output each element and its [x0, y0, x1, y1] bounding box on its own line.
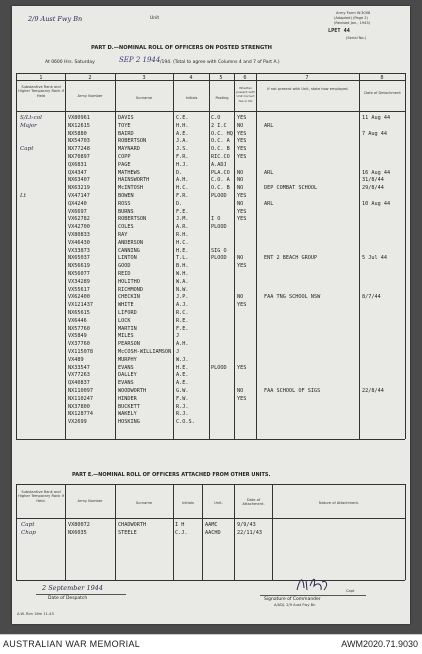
roll-cell-initials: J: [176, 333, 180, 340]
column-number: 4: [189, 75, 193, 81]
roll-cell-posting: PLOOD: [211, 255, 227, 262]
roll-cell-surname: ANDERSON: [118, 239, 143, 246]
roll-cell-present: YES: [237, 208, 247, 215]
col-border: [405, 73, 406, 439]
roll-cell-surname: LINTON: [118, 255, 137, 262]
date-line-prefix: At 0600 Hrs. Saturday: [45, 60, 95, 65]
archive-reference: AWM2020.71.9030: [341, 639, 418, 649]
attached-cell-number: NX6035: [68, 530, 87, 536]
roll-cell-posting: SIG O: [211, 247, 227, 254]
form-id: Army Form W.3008: [336, 11, 371, 15]
roll-cell-surname: BURNS: [118, 208, 134, 215]
roll-cell-number: VX6697: [68, 208, 87, 215]
roll-cell-number: NX56077: [68, 271, 90, 277]
roll-cell-initials: W.J.: [176, 356, 189, 363]
archive-name: AUSTRALIAN WAR MEMORIAL: [3, 639, 141, 649]
roll-cell-initials: N.W.: [176, 286, 189, 293]
roll-cell-initials: J.P.: [176, 294, 189, 301]
roll-cell-initials: J: [176, 349, 180, 355]
roll-cell-initials: B.H.: [176, 263, 189, 270]
table-top-border: [16, 73, 405, 74]
attached-cell-unit: AACHD: [205, 530, 221, 536]
roll-cell-surname: MARTIN: [118, 325, 137, 332]
col-border: [209, 73, 210, 439]
col-header-employment: If not present with Unit, state how employed.: [267, 87, 349, 91]
col-border: [115, 73, 116, 439]
roll-cell-posting: A.ADJ: [211, 161, 227, 168]
roll-cell-initials: C.O.S.: [176, 419, 195, 426]
part-e-col-unit: Unit.: [214, 501, 223, 505]
signature-rule: [260, 595, 366, 596]
roll-cell-number: NX63407: [68, 177, 90, 184]
part-d-title: PART D.—NOMINAL ROLL OF OFFICERS ON POSTED STRENGTH: [91, 45, 273, 51]
roll-cell-initials: D.: [176, 169, 183, 176]
roll-cell-initials: H.J.: [176, 161, 189, 168]
roll-cell-surname: BOWEN: [118, 193, 134, 199]
roll-cell-surname: LOCK: [118, 317, 131, 324]
part-e-top-border: [16, 484, 405, 485]
print-note: A.W. Rim 16m 11-43: [17, 612, 54, 616]
column-number: 5: [219, 75, 223, 81]
col-border: [65, 484, 66, 580]
col-border: [65, 73, 66, 439]
roll-cell-number: VX80833: [68, 232, 90, 238]
roll-cell-initials: A.H.: [176, 341, 189, 348]
roll-cell-present: NO: [237, 177, 244, 184]
roll-cell-number: VX121437: [68, 302, 93, 309]
attached-cell-initials: C.J.: [175, 530, 188, 536]
col-header-present: Whether present with Unit Correct Yes or No: [236, 86, 255, 103]
roll-cell-date: 11 Aug 44: [362, 115, 391, 121]
col-border: [359, 73, 360, 439]
roll-cell-remark: FAA TNG SCHOOL NSW: [264, 294, 321, 301]
roll-cell-surname: PEARSON: [118, 341, 140, 348]
roll-cell-posting: I O: [211, 216, 221, 223]
col-border: [16, 484, 17, 580]
roll-cell-number: QX4347: [68, 169, 87, 176]
roll-cell-number: VX80961: [68, 115, 90, 121]
roll-cell-number: NX70897: [68, 154, 90, 160]
roll-cell-initials: H.H.: [176, 122, 189, 129]
roll-cell-number: VX5849: [68, 333, 87, 340]
roll-cell-initials: J.M.: [176, 216, 189, 223]
date-line-suffix: /194. (Total to agree with Columns 4 and 7 of Part A.): [160, 60, 280, 65]
roll-cell-present: NO: [237, 388, 244, 394]
roll-cell-initials: W.H.: [176, 271, 189, 277]
part-e-col-rank: Substantive Rank and Higher Temporary Rank if Held.: [18, 490, 64, 503]
col-header-detachment-date: Date of Detachment: [364, 91, 401, 95]
attached-cell-surname: STEELE: [118, 530, 137, 536]
roll-cell-remark: DEP COMBAT SCHOOL: [264, 185, 318, 192]
roll-cell-date: 7 Aug 44: [362, 130, 387, 137]
roll-cell-initials: T.L.: [176, 255, 189, 262]
form-revised: (Revised Jan., 1943): [334, 21, 371, 25]
part-e-header-border: [16, 518, 405, 519]
roll-cell-number: NX56619: [68, 263, 90, 270]
attached-cell-initials: I H: [175, 522, 185, 528]
roll-cell-number: VX77263: [68, 372, 90, 379]
col-border: [405, 484, 406, 580]
roll-cell-number: VX6446: [68, 317, 87, 324]
roll-cell-remark: ENT 2 BEACH GROUP: [264, 255, 318, 262]
date-stamp: SEP 2 1944: [119, 56, 161, 64]
roll-cell-surname: EVANS: [118, 364, 134, 371]
roll-cell-present: YES: [237, 302, 247, 309]
roll-cell-posting: O.C. A: [211, 138, 230, 145]
column-number: 2: [88, 75, 92, 81]
roll-cell-number: NX110097: [68, 388, 93, 394]
roll-cell-initials: F.W.: [176, 395, 189, 402]
col-header-surname: Surname: [135, 96, 153, 100]
roll-cell-surname: HOLITHO: [118, 278, 140, 285]
col-border: [173, 73, 174, 439]
roll-cell-surname: HAINSWORTH: [118, 177, 150, 184]
attached-cell-rank: Capt: [21, 522, 35, 528]
roll-cell-number: VX62782: [68, 216, 90, 223]
part-e-col-nature: Nature of Attachment.: [318, 501, 360, 505]
roll-cell-initials: R.C.: [176, 310, 189, 316]
roll-cell-posting: RIC.CO: [211, 154, 230, 160]
attached-cell-number: VX80072: [68, 522, 90, 528]
col-border: [202, 484, 203, 580]
signature-rank: Capt: [346, 589, 355, 593]
roll-cell-posting: PLOOD: [211, 193, 227, 199]
roll-cell-present: YES: [237, 115, 247, 121]
roll-cell-number: VX55617: [68, 286, 90, 293]
roll-cell-date: 10 Aug 44: [362, 200, 391, 207]
roll-cell-surname: CANNING: [118, 247, 140, 254]
col-header-initials: Initials: [185, 96, 198, 100]
roll-cell-posting: 2 I.C: [211, 122, 227, 129]
part-e-col-army-number: Army Number: [77, 499, 103, 503]
roll-cell-surname: LIFORD: [118, 310, 137, 316]
roll-cell-surname: WAKELY: [118, 411, 137, 418]
roll-cell-number: NX54703: [68, 138, 90, 145]
serial-label: (Serial No.): [346, 36, 367, 40]
roll-cell-number: VX47147: [68, 193, 90, 199]
unit-name: 2/9 Aust Fwy Bn: [28, 15, 83, 23]
form-adapted: (Adapted) (Page 2): [334, 16, 368, 20]
roll-cell-surname: TOYE: [118, 122, 131, 129]
roll-cell-surname: REID: [118, 271, 131, 277]
table-bottom-border: [16, 439, 405, 440]
part-e-col-initials: Initials: [182, 501, 194, 505]
roll-cell-initials: A.E.: [176, 372, 189, 379]
col-border: [234, 484, 235, 580]
roll-cell-present: NO: [237, 200, 244, 207]
roll-cell-number: VX33873: [68, 247, 90, 254]
roll-cell-posting: O.C. B: [211, 146, 230, 153]
roll-cell-surname: ROBERTSON: [118, 138, 147, 145]
roll-cell-number: VX2699: [68, 419, 87, 426]
roll-cell-surname: EVANS: [118, 380, 134, 387]
roll-cell-present: YES: [237, 130, 247, 137]
roll-cell-posting: PLOOD: [211, 364, 227, 371]
commander-signature: [294, 572, 334, 596]
roll-cell-surname: BAIRD: [118, 130, 134, 137]
archive-caption-bar: [0, 634, 422, 654]
roll-cell-surname: WHITE: [118, 302, 134, 309]
roll-cell-rank: S/Lt-col: [20, 115, 42, 121]
col-header-army-number: Army Number: [77, 94, 103, 98]
attached-cell-surname: CHADWORTH: [118, 522, 147, 528]
roll-cell-initials: A.R.: [176, 224, 189, 231]
roll-cell-initials: J.S.: [176, 146, 189, 153]
roll-cell-surname: ROSS: [118, 200, 131, 207]
roll-cell-date: 22/8/44: [362, 388, 384, 394]
roll-cell-surname: HINDER: [118, 395, 137, 402]
roll-cell-posting: PLA.CO: [211, 169, 230, 176]
col-border: [173, 484, 174, 580]
roll-cell-surname: BUCKETT: [118, 403, 140, 410]
despatch-date: 2 September 1944: [42, 584, 104, 592]
roll-cell-posting: O.C. HQ: [211, 130, 233, 137]
roll-cell-remark: ARL: [264, 122, 274, 129]
roll-cell-number: VX34289: [68, 278, 90, 285]
roll-cell-initials: R.J.: [176, 411, 189, 418]
column-number: 6: [243, 75, 247, 81]
roll-cell-rank: Capt: [20, 146, 34, 153]
attached-cell-date: 22/11/43: [237, 530, 262, 536]
roll-cell-initials: D.: [176, 200, 183, 207]
roll-cell-surname: MATHEWS: [118, 169, 140, 176]
roll-cell-remark: ARL: [264, 200, 274, 207]
roll-cell-number: VX62400: [68, 294, 90, 301]
col-border: [115, 484, 116, 580]
roll-cell-posting: O.C. B: [211, 185, 230, 192]
roll-cell-number: VX46430: [68, 239, 90, 246]
roll-cell-present: NO: [237, 122, 244, 129]
part-e-bottom-border: [16, 580, 405, 581]
roll-cell-number: NX77248: [68, 146, 90, 153]
signature-label: Signature of Commander: [264, 597, 321, 602]
roll-cell-date: 8/7/44: [362, 294, 381, 301]
roll-cell-number: NX65037: [68, 255, 90, 262]
attached-cell-rank: Chap: [21, 530, 36, 536]
army-form-page: [12, 6, 410, 624]
roll-cell-initials: A.E.: [176, 130, 189, 137]
roll-cell-initials: F.E.: [176, 208, 189, 215]
roll-cell-surname: COPP: [118, 154, 131, 160]
roll-cell-present: NO: [237, 185, 244, 192]
roll-cell-present: YES: [237, 364, 247, 371]
roll-cell-surname: McINTOSH: [118, 185, 143, 192]
roll-cell-number: NX12615: [68, 122, 90, 129]
part-e-title: PART E.—NOMINAL ROLL OF OFFICERS ATTACHED FROM OTHER UNITS.: [72, 472, 271, 478]
roll-cell-remark: FAA SCHOOL OF SIGS: [264, 388, 321, 394]
roll-cell-number: QX6831: [68, 161, 87, 168]
col-header-posting: Posting: [215, 96, 229, 100]
roll-cell-number: NX63219: [68, 185, 90, 192]
roll-cell-surname: MAYNARD: [118, 146, 140, 153]
col-border: [272, 484, 273, 580]
col-border: [16, 73, 17, 439]
roll-cell-initials: J.A.: [176, 138, 189, 145]
part-e-col-date: Date of Attachment.: [242, 498, 265, 507]
roll-cell-present: YES: [237, 216, 247, 223]
serial-value: LPET 44: [328, 28, 350, 34]
roll-cell-surname: GOOD: [118, 263, 131, 270]
roll-cell-posting: C.O: [211, 115, 221, 121]
roll-cell-number: VX42700: [68, 224, 90, 231]
roll-cell-date: 16 Aug 44: [362, 169, 391, 176]
attached-cell-date: 9/9/43: [237, 522, 256, 528]
roll-cell-surname: McCOSH-WILLIAMSON: [118, 349, 172, 355]
roll-cell-initials: R.H.: [176, 232, 189, 238]
roll-cell-surname: MILES: [118, 333, 134, 340]
header-bottom-border: [16, 111, 405, 112]
roll-cell-number: QX40837: [68, 380, 90, 387]
roll-cell-number: NX128774: [68, 411, 93, 418]
roll-cell-initials: A.H.: [176, 177, 189, 184]
roll-cell-present: NO: [237, 255, 244, 262]
attached-cell-unit: AAMC: [205, 522, 218, 528]
roll-cell-initials: A.E.: [176, 380, 189, 387]
roll-cell-surname: CHECKIN: [118, 294, 140, 301]
despatch-label: Date of Despatch: [48, 596, 88, 601]
roll-cell-present: NO: [237, 294, 244, 301]
roll-cell-date: 5 Jul 44: [362, 255, 387, 262]
column-number: 1: [39, 75, 43, 81]
roll-cell-remark: ARL: [264, 169, 274, 176]
roll-cell-posting: PLOOD: [211, 224, 227, 231]
roll-cell-initials: C.E.: [176, 115, 189, 121]
part-e-col-surname: Surname: [135, 501, 153, 505]
roll-cell-number: NX33547: [68, 364, 90, 371]
col-border: [256, 73, 257, 439]
roll-cell-rank: Major: [20, 122, 37, 129]
roll-cell-initials: F.E.: [176, 325, 189, 332]
roll-cell-initials: G.W.: [176, 388, 189, 394]
roll-cell-present: YES: [237, 138, 247, 145]
signature-title: A/ADJ. 2/9 Aust Fwy Bn: [274, 603, 316, 607]
roll-cell-posting: C.O. A: [211, 177, 230, 184]
col-header-rank: Substantive Rank and Higher Temporary Rank if Held: [18, 85, 64, 98]
roll-cell-present: NO: [237, 169, 244, 176]
roll-cell-number: NX57760: [68, 325, 90, 332]
roll-cell-surname: HOSKING: [118, 419, 140, 426]
despatch-date-rule: [36, 594, 126, 595]
roll-cell-number: NX5880: [68, 130, 87, 137]
roll-cell-number: NX110247: [68, 395, 93, 402]
roll-cell-present: YES: [237, 193, 247, 199]
roll-cell-number: VX115078: [68, 349, 93, 355]
roll-cell-initials: H.E.: [176, 364, 189, 371]
roll-cell-date: 31/8/44: [362, 177, 384, 184]
roll-cell-present: YES: [237, 263, 247, 270]
col-border: [234, 73, 235, 439]
roll-cell-initials: F.R.: [176, 193, 189, 199]
roll-cell-number: NX65615: [68, 310, 90, 316]
roll-cell-initials: A.J.: [176, 302, 189, 309]
roll-cell-initials: H.C.: [176, 185, 189, 192]
roll-cell-surname: DALLEY: [118, 372, 137, 379]
roll-cell-rank: Lt: [20, 193, 26, 199]
roll-cell-surname: COLES: [118, 224, 134, 231]
roll-cell-present: YES: [237, 154, 247, 160]
roll-cell-present: YES: [237, 395, 247, 402]
column-number: 3: [142, 75, 146, 81]
roll-cell-surname: ROBERTSON: [118, 216, 147, 223]
roll-cell-initials: H.E.: [176, 247, 189, 254]
roll-cell-number: QX4240: [68, 200, 87, 207]
roll-cell-initials: F.R.: [176, 154, 189, 160]
roll-cell-initials: W.A.: [176, 278, 189, 285]
roll-cell-surname: PAGE: [118, 161, 131, 168]
roll-cell-surname: RAY: [118, 232, 128, 238]
roll-cell-number: NX37800: [68, 403, 90, 410]
roll-cell-surname: WOODWORTH: [118, 388, 147, 394]
roll-cell-surname: MURPHY: [118, 356, 137, 363]
unit-label: Unit: [150, 16, 160, 21]
roll-cell-surname: DAVIS: [118, 115, 134, 121]
roll-cell-date: 29/8/44: [362, 185, 384, 192]
column-number: 8: [380, 75, 384, 81]
roll-cell-present: YES: [237, 146, 247, 153]
roll-cell-initials: R.J.: [176, 403, 189, 410]
roll-cell-initials: H.C.: [176, 239, 189, 246]
roll-cell-surname: RICHMOND: [118, 286, 143, 293]
roll-cell-number: VX489: [68, 356, 84, 363]
column-number: 7: [305, 75, 309, 81]
roll-cell-number: VX37760: [68, 341, 90, 348]
roll-cell-initials: R.E.: [176, 317, 189, 324]
